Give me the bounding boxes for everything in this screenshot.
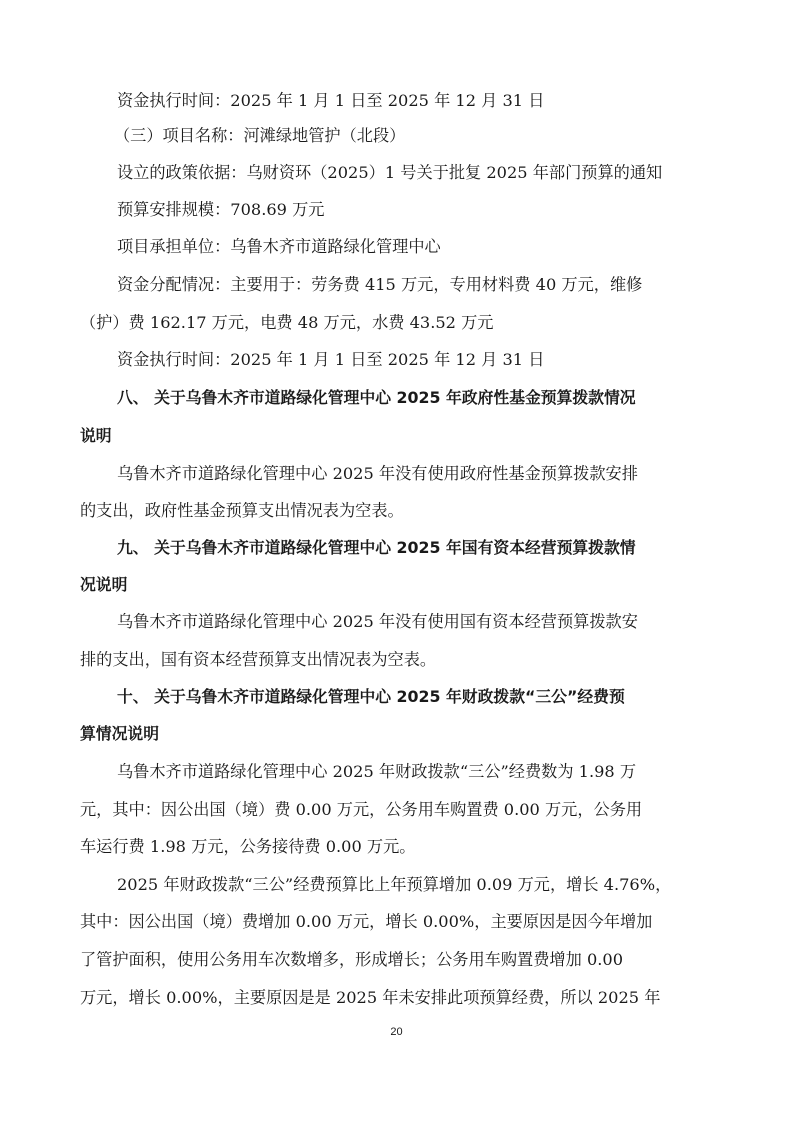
text-line: 设立的政策依据：乌财资环（2025）1 号关于批复 2025 年部门预算的通知 bbox=[117, 163, 663, 182]
text-line: 元，其中：因公出国（境）费 0.00 万元，公务用车购置费 0.00 万元，公务用 bbox=[80, 800, 643, 819]
text-line: （三）项目名称：河滩绿地管护（北段） bbox=[114, 126, 406, 145]
page-number: 20 bbox=[390, 1026, 403, 1038]
section-heading: 九、 关于乌鲁木齐市道路绿化管理中心 2025 年国有资本经营预算拨款情 bbox=[117, 538, 636, 557]
section-heading: 况说明 bbox=[80, 575, 128, 594]
text-line: 资金分配情况：主要用于：劳务费 415 万元，专用材料费 40 万元，维修 bbox=[117, 275, 643, 294]
text-line: 乌鲁木齐市道路绿化管理中心 2025 年没有使用国有资本经营预算拨款安 bbox=[117, 612, 638, 631]
section-heading: 说明 bbox=[80, 426, 112, 445]
text-line: 项目承担单位：乌鲁木齐市道路绿化管理中心 bbox=[117, 237, 441, 256]
section-heading: 八、 关于乌鲁木齐市道路绿化管理中心 2025 年政府性基金预算拨款情况 bbox=[117, 388, 636, 407]
text-line: 资金执行时间：2025 年 1 月 1 日至 2025 年 12 月 31 日 bbox=[117, 350, 545, 369]
text-line: 车运行费 1.98 万元，公务接待费 0.00 万元。 bbox=[80, 837, 416, 856]
text-line: 万元，增长 0.00%，主要原因是是 2025 年未安排此项预算经费，所以 2025 年 bbox=[80, 988, 661, 1007]
text-line: 排的支出，国有资本经营预算支出情况表为空表。 bbox=[80, 650, 437, 669]
text-line: 预算安排规模：708.69 万元 bbox=[117, 200, 325, 219]
text-line: 乌鲁木齐市道路绿化管理中心 2025 年财政拨款“三公”经费数为 1.98 万 bbox=[117, 762, 637, 781]
text-line: （护）费 162.17 万元，电费 48 万元，水费 43.52 万元 bbox=[80, 313, 494, 332]
text-line: 了管护面积，使用公务用车次数增多，形成增长；公务用车购置费增加 0.00 bbox=[80, 950, 623, 969]
text-line: 乌鲁木齐市道路绿化管理中心 2025 年没有使用政府性基金预算拨款安排 bbox=[117, 464, 638, 483]
text-line: 其中：因公出国（境）费增加 0.00 万元，增长 0.00%，主要原因是因今年增加 bbox=[80, 912, 653, 931]
text-line: 资金执行时间：2025 年 1 月 1 日至 2025 年 12 月 31 日 bbox=[117, 91, 545, 110]
text-line: 的支出，政府性基金预算支出情况表为空表。 bbox=[80, 501, 404, 520]
text-line: 2025 年财政拨款“三公”经费预算比上年预算增加 0.09 万元，增长 4.76%， bbox=[117, 875, 672, 894]
section-heading: 十、 关于乌鲁木齐市道路绿化管理中心 2025 年财政拨款“三公”经费预 bbox=[117, 687, 625, 706]
section-heading: 算情况说明 bbox=[80, 724, 159, 743]
